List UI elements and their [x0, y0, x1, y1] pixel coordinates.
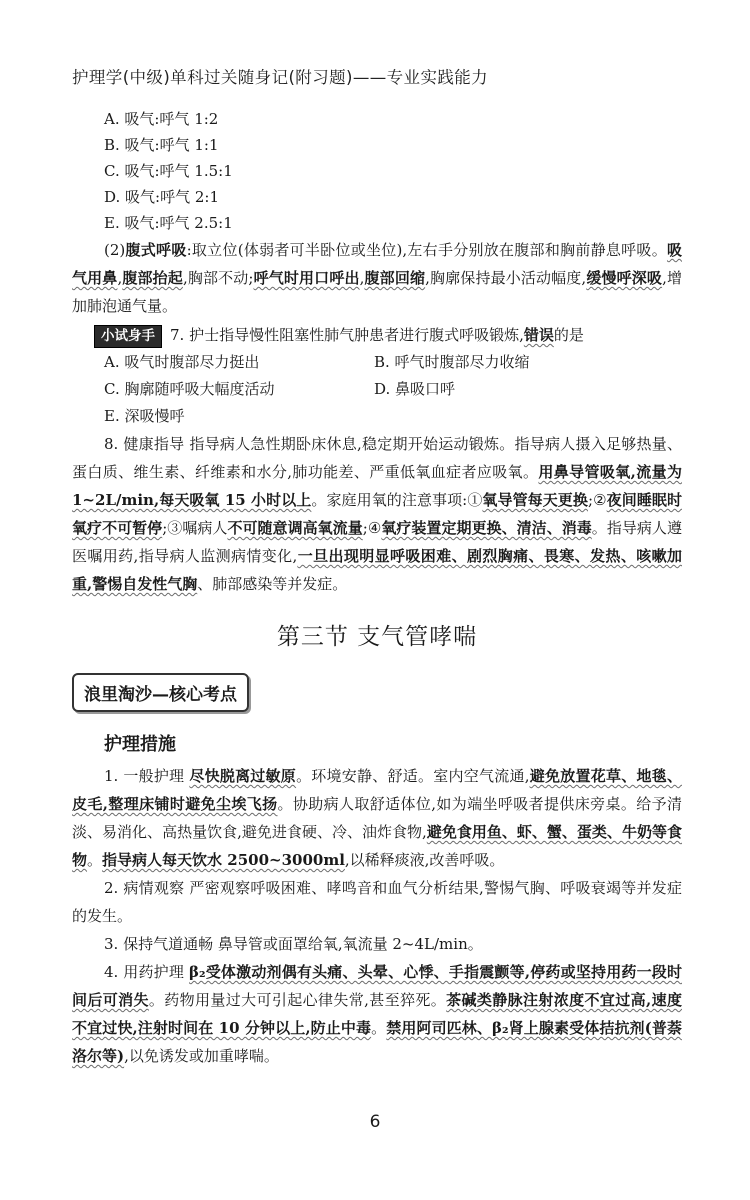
box-title: 浪里淘沙—核心考点 [72, 673, 249, 712]
paragraph-observation: 2. 病情观察 严密观察呼吸困难、哮鸣音和血气分析结果,警惕气胸、呼吸衰竭等并发症的发生。 [72, 879, 682, 925]
running-header: 护理学(中级)单科过关随身记(附习题)——专业实践能力 [72, 68, 489, 87]
subheading: 护理措施 [104, 734, 176, 755]
option-a: A. 吸气:呼气 1:2 [104, 110, 219, 128]
paragraph-abdominal-breathing: (2)腹式呼吸:取立位(体弱者可半卧位或坐位),左右手分别放在腹部和胸前静息呼吸。吸气用鼻,腹部抬起,胸部不动;呼气时用口呼出,腹部回缩,胸廓保持最小活动幅度,缓慢呼深吸,增加肺泡通气量。 [72, 241, 682, 315]
option-e: E. 吸气:呼气 2.5:1 [104, 214, 233, 232]
option-b: B. 吸气:呼气 1:1 [104, 136, 219, 154]
practice-option-d: D. 鼻吸口呼 [374, 380, 456, 398]
paragraph-airway: 3. 保持气道通畅 鼻导管或面罩给氧,氧流量 2~4L/min。 [104, 935, 483, 953]
paragraph-health-guidance: 8. 健康指导 指导病人急性期卧床休息,稳定期开始运动锻炼。指导病人摄入足够热量、蛋白质、维生素、纤维素和水分,肺功能差、严重低氧血症者应吸氧。用鼻导管吸氧,流量为 1~2L/min,每天吸氧 15 小时以上。家庭用氧的注意事项:①氧导管每天更换;②夜间睡眠时氧疗不可暂停;③嘱病人不可随意调高氧流量;④氧疗装置定期更换、清洁、消毒。指导病人遵医嘱用药,指导病人监测病情变化,一旦出现明显呼吸困难、剧烈胸痛、畏寒、发热、咳嗽加重,警惕自发性气胸、肺部感染等并发症。 [72, 435, 682, 593]
page-content [72, 106, 682, 1070]
paragraph-general-care: 1. 一般护理 尽快脱离过敏原。环境安静、舒适。室内空气流通,避免放置花草、地毯、皮毛,整理床铺时避免尘埃飞扬。协助病人取舒适体位,如为端坐呼吸者提供床旁桌。给予清淡、易消化、高热量饮食,避免进食硬、冷、油炸食物,避免食用鱼、虾、蟹、蛋类、牛奶等食物。指导病人每天饮水 2500~3000ml,以稀释痰液,改善呼吸。 [72, 767, 682, 869]
option-c: C. 吸气:呼气 1.5:1 [104, 162, 233, 180]
page-number: 6 [369, 1112, 381, 1132]
box-title-wrapper [72, 673, 682, 712]
practice-option-e: E. 深吸慢呼 [104, 407, 185, 425]
practice-badge: 小试身手 [94, 325, 162, 348]
practice-question: 小试身手 7. 护士指导慢性阻塞性肺气肿患者进行腹式呼吸锻炼,错误的是 [72, 322, 682, 349]
paragraph-medication: 4. 用药护理 β₂受体激动剂偶有头痛、头晕、心悸、手指震颤等,停药或坚持用药一段时间后可消失。药物用量过大可引起心律失常,甚至猝死。茶碱类静脉注射浓度不宜过高,速度不宜过快,注射时间在 10 分钟以上,防止中毒。禁用阿司匹林、β₂肾上腺素受体拮抗剂(普萘洛尔等),以免诱发或加重哮喘。 [72, 963, 682, 1065]
section-title: 第三节 支气管哮喘 [276, 624, 478, 650]
option-d: D. 吸气:呼气 2:1 [104, 188, 219, 206]
practice-option-c: C. 胸廓随呼吸大幅度活动 [104, 380, 275, 398]
practice-option-b: B. 呼气时腹部尽力收缩 [374, 353, 530, 371]
practice-options [72, 349, 682, 430]
ratio-options [72, 106, 682, 236]
practice-option-a: A. 吸气时腹部尽力挺出 [104, 353, 260, 371]
